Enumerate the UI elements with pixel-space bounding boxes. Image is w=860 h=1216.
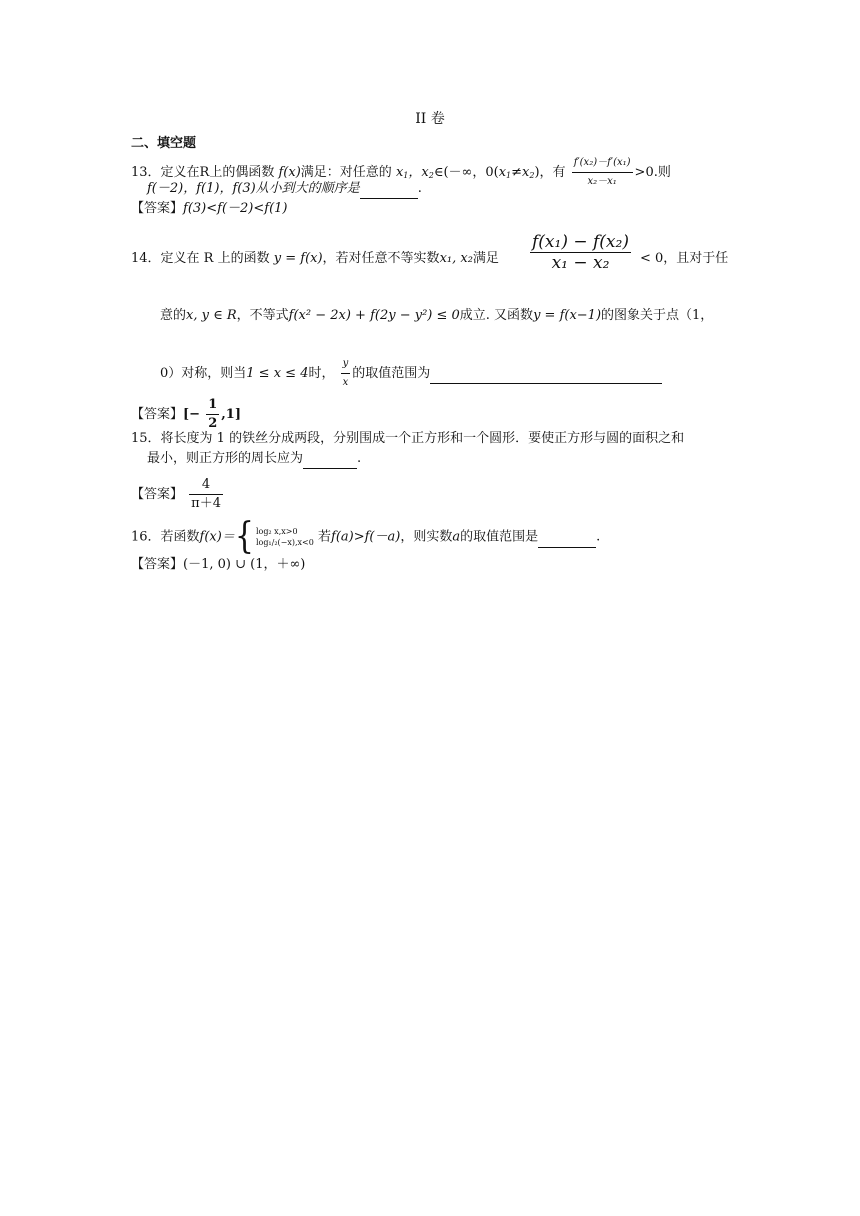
q13-line2: f(－2)，f(1)，f(3)从小到大的顺序是 .: [147, 180, 422, 199]
q16-piecewise-cases: log₂ x,x>0 log₁/₂(−x),x<0: [255, 527, 314, 547]
q14-answer-fraction: $\frac{1}{2}$: [208, 397, 218, 431]
q14-blank: [430, 365, 662, 384]
page-title: II 卷: [415, 111, 445, 127]
q15-blank: [303, 450, 357, 469]
q13-line1: 13．定义在R上的偶函数 f(x)满足：对任意的 $x_1$，$x_2\in(-\infty$，$0(x_1\ne x_2)$，有 $\frac{\text{f′(x₂)－f′(x₁)}}{\text{x₂－x₁}}$ >0.则: [131, 154, 671, 191]
q14-line1: 14．定义在 R 上的函数 y = f(x)，若对任意不等实数x₁, x₂满足: [131, 251, 499, 266]
q15-line2: 最小，则正方形的周长应为 .: [147, 450, 361, 469]
q13-fraction: $\frac{\text{f′(x₂)－f′(x₁)}}{\text{x₂－x₁}}$: [572, 154, 633, 191]
q14-line1-end: < 0，且对于任: [640, 251, 729, 266]
q14-yx-fraction: $\frac{y}{x}$: [341, 355, 351, 392]
q16-answer: 【答案】(－1, 0) ∪ (1，＋∞): [131, 557, 306, 572]
q16-blank: [538, 529, 596, 548]
section-heading: 二、填空题: [131, 136, 197, 151]
q15-answer-fraction: $\frac{4}{\pi+4}$: [191, 477, 221, 511]
q14-line2: 意的x, y ∈ R，不等式f(x² − 2x) + f(2y − y²) ≤ 0成立. 又函数y = f(x−1)的图象关于点（1，: [160, 308, 714, 323]
q16-line: 16．若函数f(x)＝{ log₂ x,x>0 log₁/₂(−x),x<0 若f(a)>f(－a)，则实数a的取值范围是 .: [131, 515, 601, 558]
q13-blank: [360, 180, 418, 199]
q13-answer: 【答案】f(3)<f(－2)<f(1): [131, 201, 288, 216]
q14-answer: 【答案】[− $\frac{1}{2}$ ,1]: [131, 397, 241, 431]
q15-answer: 【答案】 $\frac{4}{\pi+4}$: [131, 477, 221, 511]
q14-fraction: $\frac{\text{f(x₁) − f(x₂)}}{\text{x₁ − x₂}}$: [532, 232, 629, 273]
q14-line3: 0）对称，则当1 ≤ x ≤ 4时， $\frac{y}{x}$ 的取值范围为: [160, 355, 662, 392]
left-brace-icon: {: [234, 515, 254, 558]
q15-line1: 15．将长度为 1 的铁丝分成两段，分别围成一个正方形和一个圆形．要使正方形与圆的面积之和: [131, 431, 685, 446]
